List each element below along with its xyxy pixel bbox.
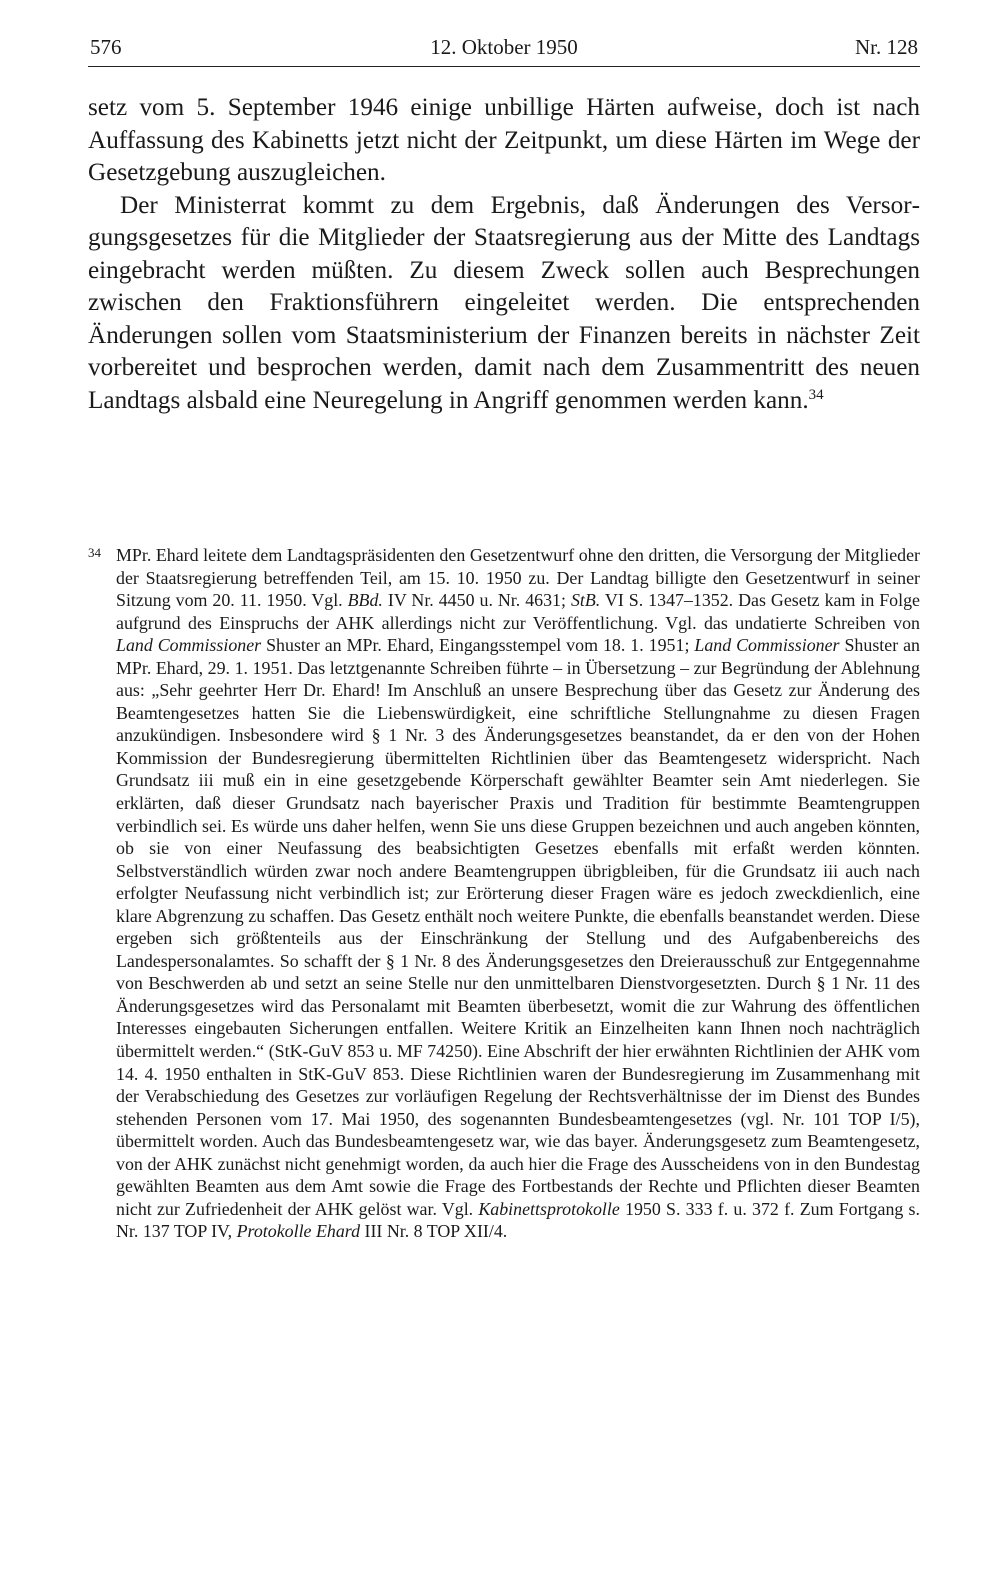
footnote-text-part: MPr. Ehard leitete dem Landtagspräsidenten den Gesetzentwurf ohne den dritten, die Versorgung der Mitglieder der Staatsregierung betreffenden Teil, am 15. 10. 1950 zu. Der Landtag billigte den Gesetzentwurf in seiner Sitzung vom 20. 11. 1950. Vgl. xyxy=(116,545,920,611)
footnote-text xyxy=(88,544,920,1243)
footnote-34 xyxy=(88,544,920,1243)
footnote-text-part: 1950 S. 333 f. u. 372 f. Zum Fortgang s. Nr. 137 TOP IV, xyxy=(116,1198,920,1242)
paragraph-1: setz vom 5. September 1946 einige unbillige Härten aufweise, doch ist nach Auffassung des Kabinetts jetzt nicht der Zeitpunkt, um diese Härten im Wege der Gesetzgebung auszugleichen. xyxy=(88,94,920,186)
paragraph-2 xyxy=(88,190,920,418)
footnote-italic: Land Commissioner xyxy=(116,635,262,656)
footnote-italic: Kabinettsprotokolle xyxy=(478,1198,620,1219)
footnote-number: 34 xyxy=(88,545,101,560)
footnote-text-part: Shuster an MPr. Ehard, Eingangsstempel vom 18. 1. 1951; xyxy=(261,635,695,656)
footnote-italic: Land Commissioner xyxy=(694,635,840,656)
footnote-reference[interactable]: 34 xyxy=(808,386,824,403)
issue-number: Nr. 128 xyxy=(855,35,918,59)
footnote-text-part: IV Nr. 4450 u. Nr. 4631; xyxy=(382,590,571,611)
footnote-italic: BBd. xyxy=(347,590,383,611)
running-header xyxy=(88,32,920,67)
footnote-italic: StB. xyxy=(570,590,601,611)
page-number: 576 xyxy=(90,35,122,59)
footnote-text-part: Shuster an MPr. Ehard, 29. 1. 1951. Das letztgenannte Schreiben führte – in Übersetzung – zur Begründung der Ablehnung aus: „Sehr geehrter Herr Dr. Ehard! Im Anschluß an unsere Besprechung über das Gesetz zur Änderung des Beamtengesetzes hatten Sie die Liebenswürdigkeit, eine schriftliche Stellungnahme zu diesen Fragen anzukündigen. Insbesondere wird § 1 Nr. 3 des Änderungsgesetzes beanstandet, da er den von der Hohen Kommission der Bundesregierung übermittelten Richtlinien über das Beamtengesetz widerspricht. Nach Grundsatz iii muß ein in eine gesetzgebende Körperschaft gewählter Beamter sein Amt niederlegen. Sie erklärten, daß dieser Grundsatz nach bayerischer Praxis und Tradition für bestimmte Beamtengruppen verbindlich sei. Es würde uns daher helfen, wenn Sie uns diese Gruppen bezeichnen und auch angeben könnten, ob sie von einer Neufassung des beabsichtigten Gesetzes ebenfalls mit erfaßt werden könnten. Selbstverständlich würden zwar noch andere Beamtengruppen übrigbleiben, für die Grundsatz iii auch nach erfolgter Neufassung nicht verbindlich ist; zur Erörterung dieser Fragen wäre es jedoch zweckdienlich, eine klare Abgrenzung zu schaffen. Das Gesetz enthält noch weitere Punkte, die ebenfalls beanstandet werden. Diese ergeben sich größtenteils aus der Einschränkung der Stellung und des Aufgabenbereichs des Landespersonalamtes. So schafft der § 1 Nr. 8 des Änderungsgesetzes den Dreierausschuß zur Entgegennahme von Beschwerden ab und setzt an seine Stelle nur den unmittelbaren Dienstvorgesetzten. Durch § 1 Nr. 11 des Änderungsgesetzes wird das Personalamt mit Beamten überbesetzt, womit die zur Wahrung des öffentlichen Interesses eingebauten Sicherungen entfallen. Weitere Kritik an Einzelheiten kann Ihnen noch nachträglich übermittelt werden.“ (StK-GuV 853 u. MF 74250). Eine Abschrift der hier erwähnten Richtlinien der AHK vom 14. 4. 1950 enthalten in StK-GuV 853. Diese Richtlinien waren der Bundesregierung im Zusammenhang mit der Verabschiedung des Gesetzes zur vorläufigen Regelung der Rechtsverhältnisse der im Dienst des Bundes stehenden Personen vom 17. Mai 1950, des sogenannten Bundesbeamtengesetzes (vgl. Nr. 101 TOP I/5), übermittelt worden. Auch das Bundesbeamtengesetz war, wie das bayer. Änderungsgesetz zum Beamtengesetz, von der AHK zunächst nicht genehmigt worden, da auch hier die Frage des Ausscheidens von in den Bundestag gewählten Beamten aus dem Amt sowie die Frage des Fortbestands der Rechte und Pflichten dieser Beamten nicht zur Zufriedenheit der AHK gelöst war. Vgl. xyxy=(116,635,920,1219)
footnote-italic: Protokolle Ehard xyxy=(236,1221,361,1242)
footnote-text-part: III Nr. 8 TOP XII/4. xyxy=(360,1221,508,1242)
main-text xyxy=(88,92,920,417)
footnote-text-part: VI S. 1347–1352. Das Gesetz kam in Folge aufgrund des Einspruchs der AHK allerdings nicht zur Veröffentlichung. Vgl. das undatierte Schreiben von xyxy=(116,590,920,633)
header-date: 12. Oktober 1950 xyxy=(430,35,578,59)
paragraph-2-text: Der Ministerrat kommt zu dem Ergebnis, daß Änderungen des Versorgungsgesetzes für die Mitglieder der Staatsregierung aus der Mitte des Landtags eingebracht werden müßten. Zu diesem Zweck sollen auch Besprechungen zwischen den Fraktionsführern eingeleitet werden. Die entsprechenden Änderungen sollen vom Staatsministerium der Finanzen bereits in nächster Zeit vorbereitet und besprochen werden, damit nach dem Zusammentritt des neuen Landtags alsbald eine Neuregelung in Angriff genommen werden kann. xyxy=(88,191,920,414)
